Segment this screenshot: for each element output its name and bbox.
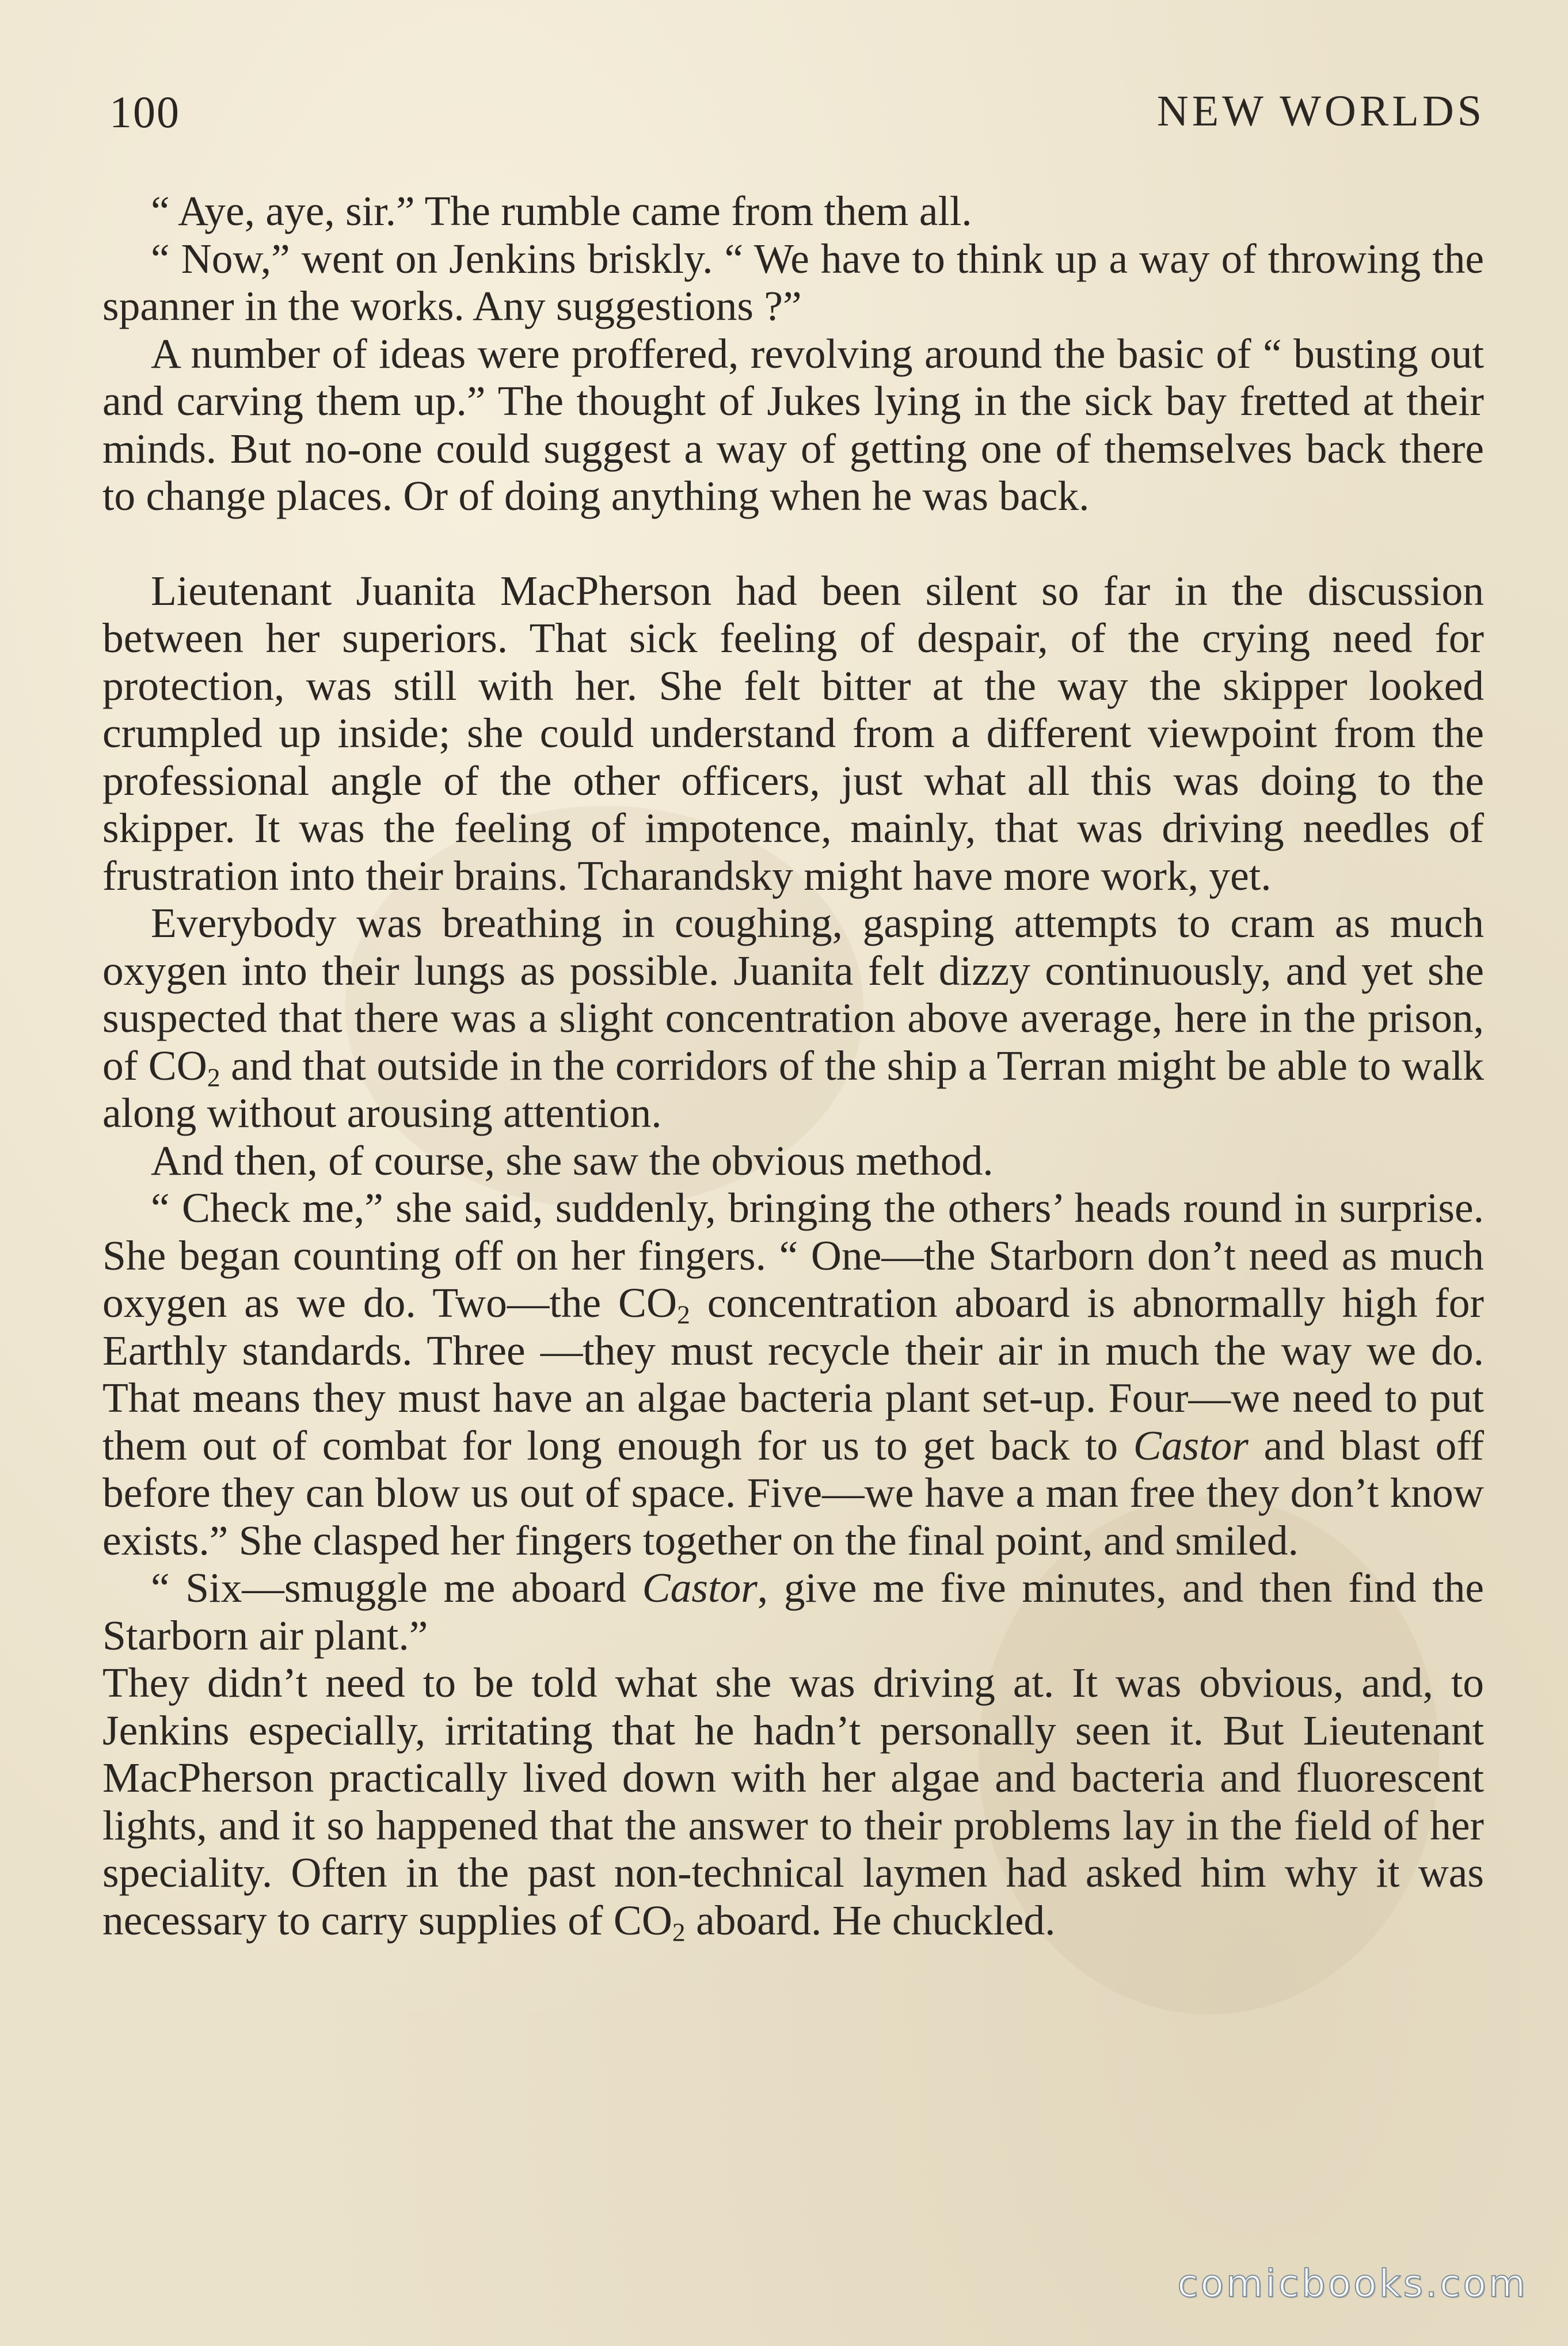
paragraph: They didn’t need to be told what she was driving at. It was obvious, and, to Jenkins especially, irritating that he hadn’t personally seen it. But Lieutenant MacPherson practically lived down with her algae and bacteria and fluorescent lights, and it so happened that the answer to their problems lay in the field of her speciality. Often in the past non-technical laymen had asked him why it was necessary to carry supplies of $CO_2$ aboard. He chuckled. bbox=[102, 1659, 1484, 1947]
page-header bbox=[109, 86, 1485, 155]
watermark: comicbooks.com bbox=[1177, 2261, 1528, 2306]
paragraph: Lieutenant Juanita MacPherson had been silent so far in the discussion between her superiors. That sick feeling of despair, of the crying need for protection, was still with her. She felt bitter at the way the skipper looked crumpled up inside; she could understand from a different viewpoint from the professional angle of the other officers, just what all this was doing to the skipper. It was the feeling of impotence, mainly, that was driving needles of frustration into their brains. Tcharandsky might have more work, yet. bbox=[102, 567, 1484, 899]
paragraph: Everybody was breathing in coughing, gasping attempts to cram as much oxygen into their lungs as possible. Juanita felt dizzy continuously, and yet she suspected that there was a slight concentration above average, here in the prison, of $CO_2$ and that outside in the corridors of the ship a Terran might be able to walk along without arousing attention. bbox=[102, 900, 1484, 1136]
paragraph: “ Aye, aye, sir.” The rumble came from them all. bbox=[151, 188, 972, 234]
paragraph: A number of ideas were proffered, revolving around the basic of “ busting out and carving them up.” The thought of Jukes lying in the sick bay fretted at their minds. But no-one could suggest a way of getting one of themselves back there to change places. Or of doing anything when he was back. bbox=[102, 330, 1484, 519]
body-text bbox=[102, 188, 1484, 1947]
paragraph: “ Check me,” she said, suddenly, bringing the others’ heads round in surprise. She began counting off on her fingers. “ One—the Starborn don’t need as much oxygen as we do. Two—the $CO_2$ concentration aboard is abnormally high for Earthly standards. Three —they must recycle their air in much the way we do. That means they must have an algae bacteria plant set-up. Four—we need to put them out of combat for long enough for us to get back to Castor and blast off before they can blow us out of space. Five—we have a man free they don’t know exists.” She clasped her fingers together on the final point, and smiled. bbox=[102, 1185, 1484, 1564]
page-number: 100 bbox=[109, 87, 180, 137]
running-head: NEW WORLDS bbox=[1156, 87, 1485, 135]
paragraph: “ Six—smuggle me aboard Castor, give me five minutes, and then find the Starborn air plant.” bbox=[102, 1564, 1484, 1659]
paragraph: And then, of course, she saw the obvious method. bbox=[151, 1137, 994, 1184]
paragraph: “ Now,” went on Jenkins briskly. “ We have to think up a way of throwing the spanner in the works. Any suggestions ?” bbox=[102, 235, 1484, 329]
